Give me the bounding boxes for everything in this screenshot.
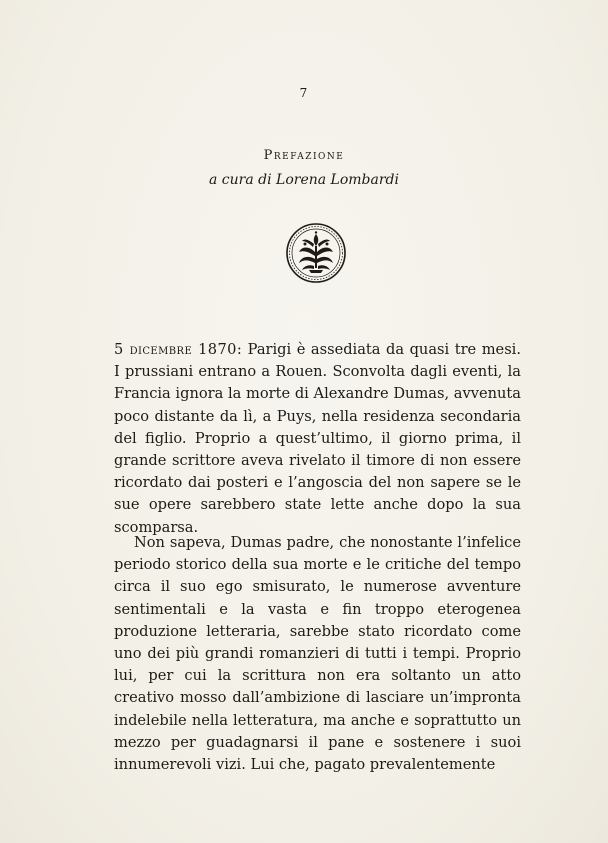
date-lead: 5 dicembre 1870: (114, 341, 243, 358)
chapter-heading: Prefazione (263, 148, 345, 163)
floral-medallion-icon (285, 222, 347, 284)
paragraph-2: Non sapeva, Dumas padre, che nonostante l’infelice periodo storico della sua morte e le critiche del tempo circa il suo ego smisurato, le numerose avventure sentimentali e la vasta e fin troppo eterogenea produzione letteraria, sarebbe stato ricordato come uno dei più grandi romanzieri di tutti i tempi. Proprio lui, per cui la scrittura non era soltanto un atto creativo mosso dall’ambizione di lasciare un’impronta indelebile nella letteratura, ma anche e soprattutto un mezzo per guadagnarsi il pane e sostenere i suoi innumerevoli vizi. Lui che, pagato prevalentemente (114, 534, 521, 774)
chapter-subheading: a cura di Lorena Lombardi (209, 172, 399, 188)
page-number: 7 (299, 86, 309, 100)
paragraph-1-text: Parigi è assediata da quasi tre mesi. I prussiani entrano a Rouen. Sconvolta dagli eventi, la Francia ignora la morte di Alexandre Dumas, avvenuta poco distante da lì, a Puys, nella residenza secondaria del figlio. Proprio a quest’ultimo, il giorno prima, il grande scrittore aveva rivelato il timore di non essere ricordato dai posteri e l’angoscia del non sapere se le sue opere sarebbero state lette anche dopo la sua scomparsa. (114, 341, 521, 536)
paragraph-1 (114, 339, 521, 539)
